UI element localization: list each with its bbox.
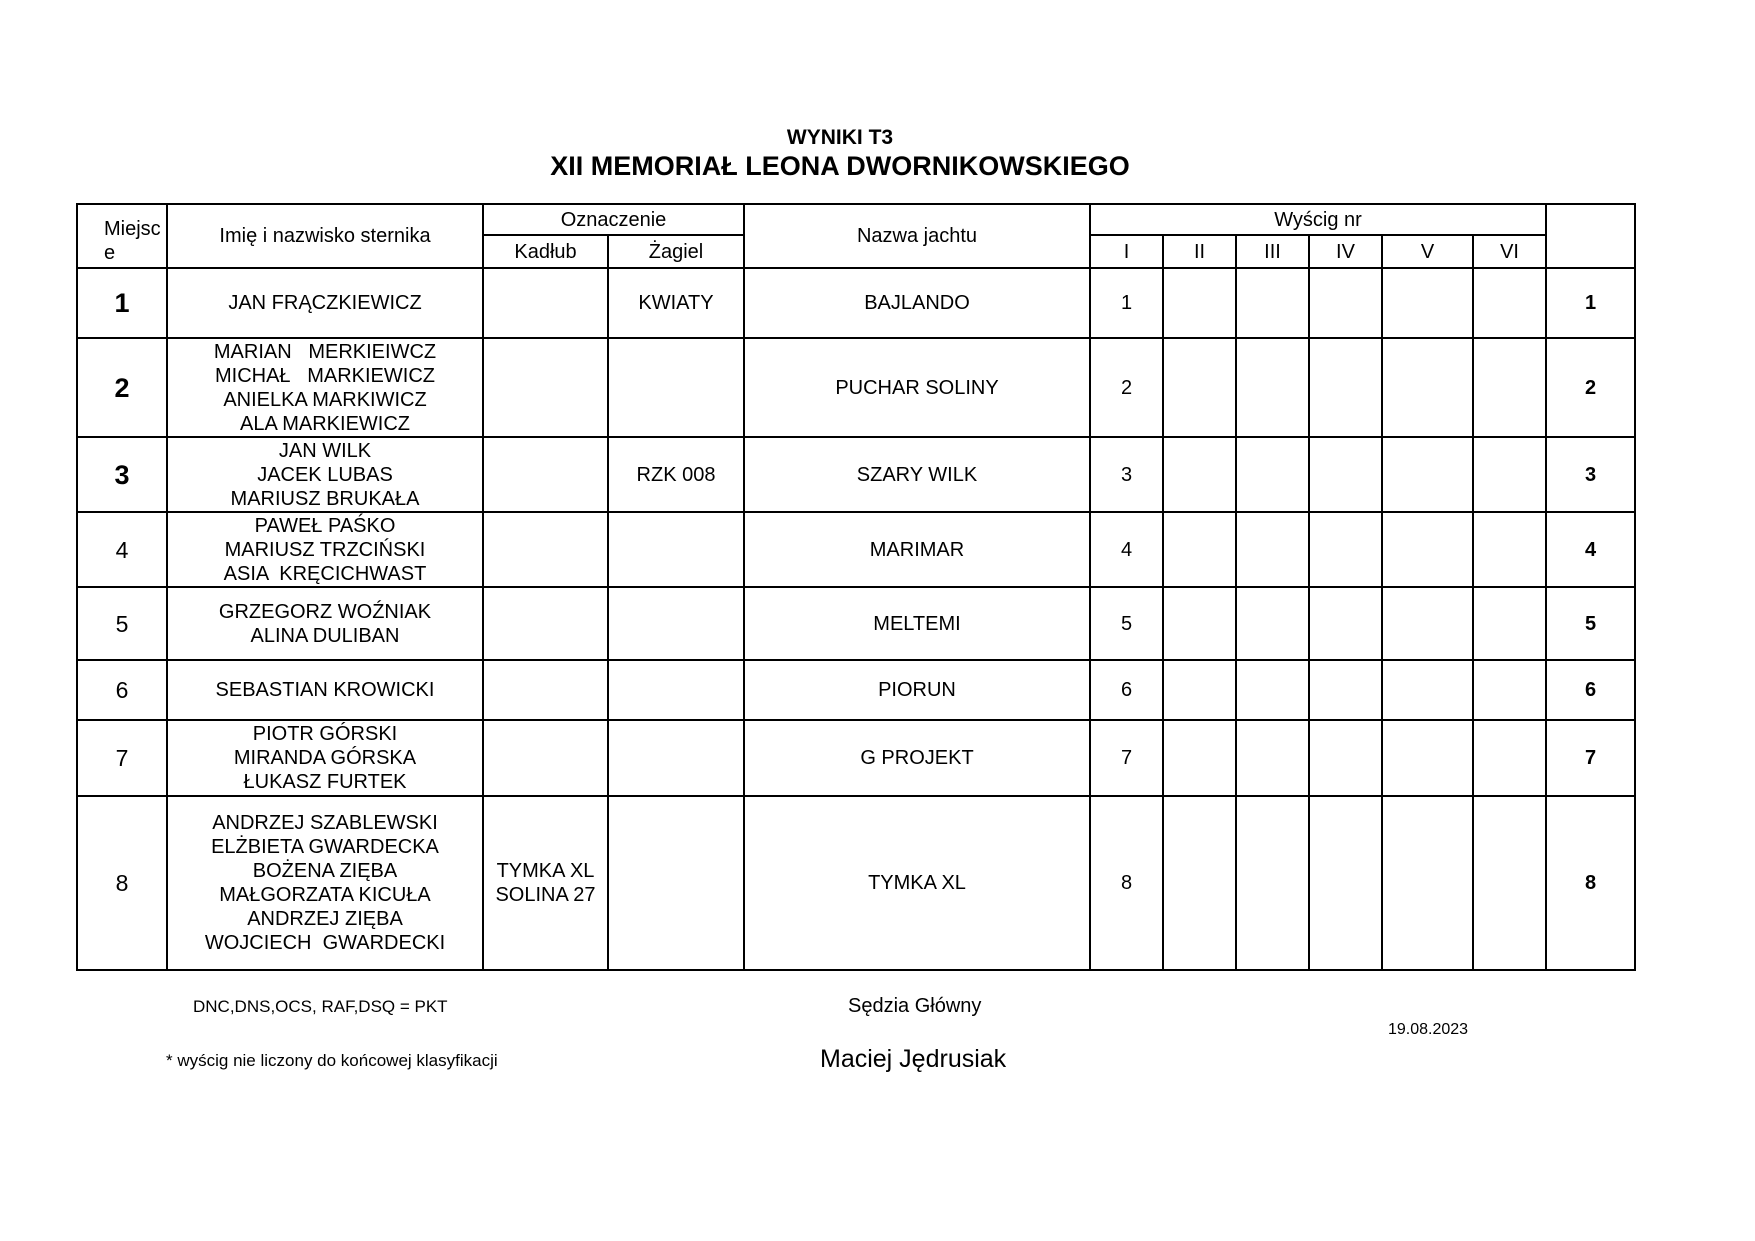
judge-title: Sędzia Główny: [848, 995, 982, 1017]
document-title: WYNIKI T3: [786, 126, 894, 149]
table-row: [77, 512, 1635, 587]
sail-cell: [608, 338, 744, 437]
document-subtitle: XII MEMORIAŁ LEONA DWORNIKOWSKIEGO: [550, 151, 1130, 181]
header-race-5: V: [1382, 235, 1473, 268]
table-row: [77, 338, 1635, 437]
skipper-cell: SEBASTIAN KROWICKI: [167, 660, 483, 720]
hull-cell: TYMKA XL SOLINA 27: [483, 796, 608, 970]
race-1-cell: 3: [1090, 437, 1163, 512]
yacht-cell: PUCHAR SOLINY: [744, 338, 1090, 437]
sail-cell: [608, 660, 744, 720]
skipper-cell: JAN WILK JACEK LUBAS MARIUSZ BRUKAŁA: [167, 437, 483, 512]
hull-cell: [483, 338, 608, 437]
yacht-cell: MARIMAR: [744, 512, 1090, 587]
sail-cell: KWIATY: [608, 268, 744, 338]
total-cell: 7: [1546, 720, 1635, 796]
header-race-4: IV: [1309, 235, 1382, 268]
table-row: [77, 660, 1635, 720]
race-1-cell: 7: [1090, 720, 1163, 796]
header-hull: Kadłub: [483, 235, 608, 268]
total-cell: 8: [1546, 796, 1635, 970]
place-cell: 2: [77, 338, 167, 437]
header-race-6: VI: [1473, 235, 1546, 268]
place-cell: 1: [77, 268, 167, 338]
table-row: [77, 796, 1635, 970]
sail-cell: RZK 008: [608, 437, 744, 512]
document-date: 19.08.2023: [1388, 1021, 1469, 1038]
total-cell: 5: [1546, 587, 1635, 660]
place-cell: 4: [77, 512, 167, 587]
header-skipper: Imię i nazwisko sternika: [167, 204, 483, 268]
skipper-cell: GRZEGORZ WOŹNIAK ALINA DULIBAN: [167, 587, 483, 660]
yacht-cell: PIORUN: [744, 660, 1090, 720]
footnote: * wyścig nie liczony do końcowej klasyfikacji: [166, 1051, 498, 1070]
hull-cell: [483, 720, 608, 796]
hull-cell: [483, 660, 608, 720]
header-race-3: III: [1236, 235, 1309, 268]
skipper-cell: PAWEŁ PAŚKO MARIUSZ TRZCIŃSKI ASIA KRĘCICHWAST: [167, 512, 483, 587]
header-sail: Żagiel: [608, 235, 744, 268]
race-1-cell: 8: [1090, 796, 1163, 970]
total-cell: 4: [1546, 512, 1635, 587]
total-cell: 3: [1546, 437, 1635, 512]
skipper-cell: PIOTR GÓRSKI MIRANDA GÓRSKA ŁUKASZ FURTEK: [167, 720, 483, 796]
race-1-cell: 5: [1090, 587, 1163, 660]
judge-name: Maciej Jędrusiak: [820, 1045, 1007, 1073]
skipper-cell: MARIAN MERKIEIWCZ MICHAŁ MARKIEWICZ ANIELKA MARKIWICZ ALA MARKIEWICZ: [167, 338, 483, 437]
place-cell: 3: [77, 437, 167, 512]
hull-cell: [483, 587, 608, 660]
skipper-cell: JAN FRĄCZKIEWICZ: [167, 268, 483, 338]
yacht-cell: MELTEMI: [744, 587, 1090, 660]
total-cell: 1: [1546, 268, 1635, 338]
race-1-cell: 2: [1090, 338, 1163, 437]
hull-cell: [483, 512, 608, 587]
sail-cell: [608, 796, 744, 970]
yacht-cell: G PROJEKT: [744, 720, 1090, 796]
table-row: [77, 437, 1635, 512]
sail-cell: [608, 720, 744, 796]
header-race-2: II: [1163, 235, 1236, 268]
yacht-cell: TYMKA XL: [744, 796, 1090, 970]
race-1-cell: 4: [1090, 512, 1163, 587]
hull-cell: [483, 268, 608, 338]
total-cell: 2: [1546, 338, 1635, 437]
penalty-codes: DNC,DNS,OCS, RAF,DSQ = PKT: [193, 997, 448, 1016]
race-1-cell: 1: [1090, 268, 1163, 338]
table-row: [77, 268, 1635, 338]
results-table: [76, 203, 1636, 971]
sail-cell: [608, 512, 744, 587]
race-1-cell: 6: [1090, 660, 1163, 720]
header-yacht: Nazwa jachtu: [744, 204, 1090, 268]
table-row: [77, 720, 1635, 796]
hull-cell: [483, 437, 608, 512]
header-race-1: I: [1090, 235, 1163, 268]
table-row: [77, 587, 1635, 660]
place-cell: 8: [77, 796, 167, 970]
yacht-cell: SZARY WILK: [744, 437, 1090, 512]
place-cell: 5: [77, 587, 167, 660]
header-total: [1546, 204, 1635, 268]
yacht-cell: BAJLANDO: [744, 268, 1090, 338]
header-designation: Oznaczenie: [483, 204, 744, 235]
place-cell: 7: [77, 720, 167, 796]
place-cell: 6: [77, 660, 167, 720]
header-race: Wyścig nr: [1090, 204, 1546, 235]
header-place: Miejsce: [77, 204, 167, 268]
sail-cell: [608, 587, 744, 660]
skipper-cell: ANDRZEJ SZABLEWSKI ELŻBIETA GWARDECKA BOŻENA ZIĘBA MAŁGORZATA KICUŁA ANDRZEJ ZIĘBA WOJCIECH GWARDECKI: [167, 796, 483, 970]
total-cell: 6: [1546, 660, 1635, 720]
